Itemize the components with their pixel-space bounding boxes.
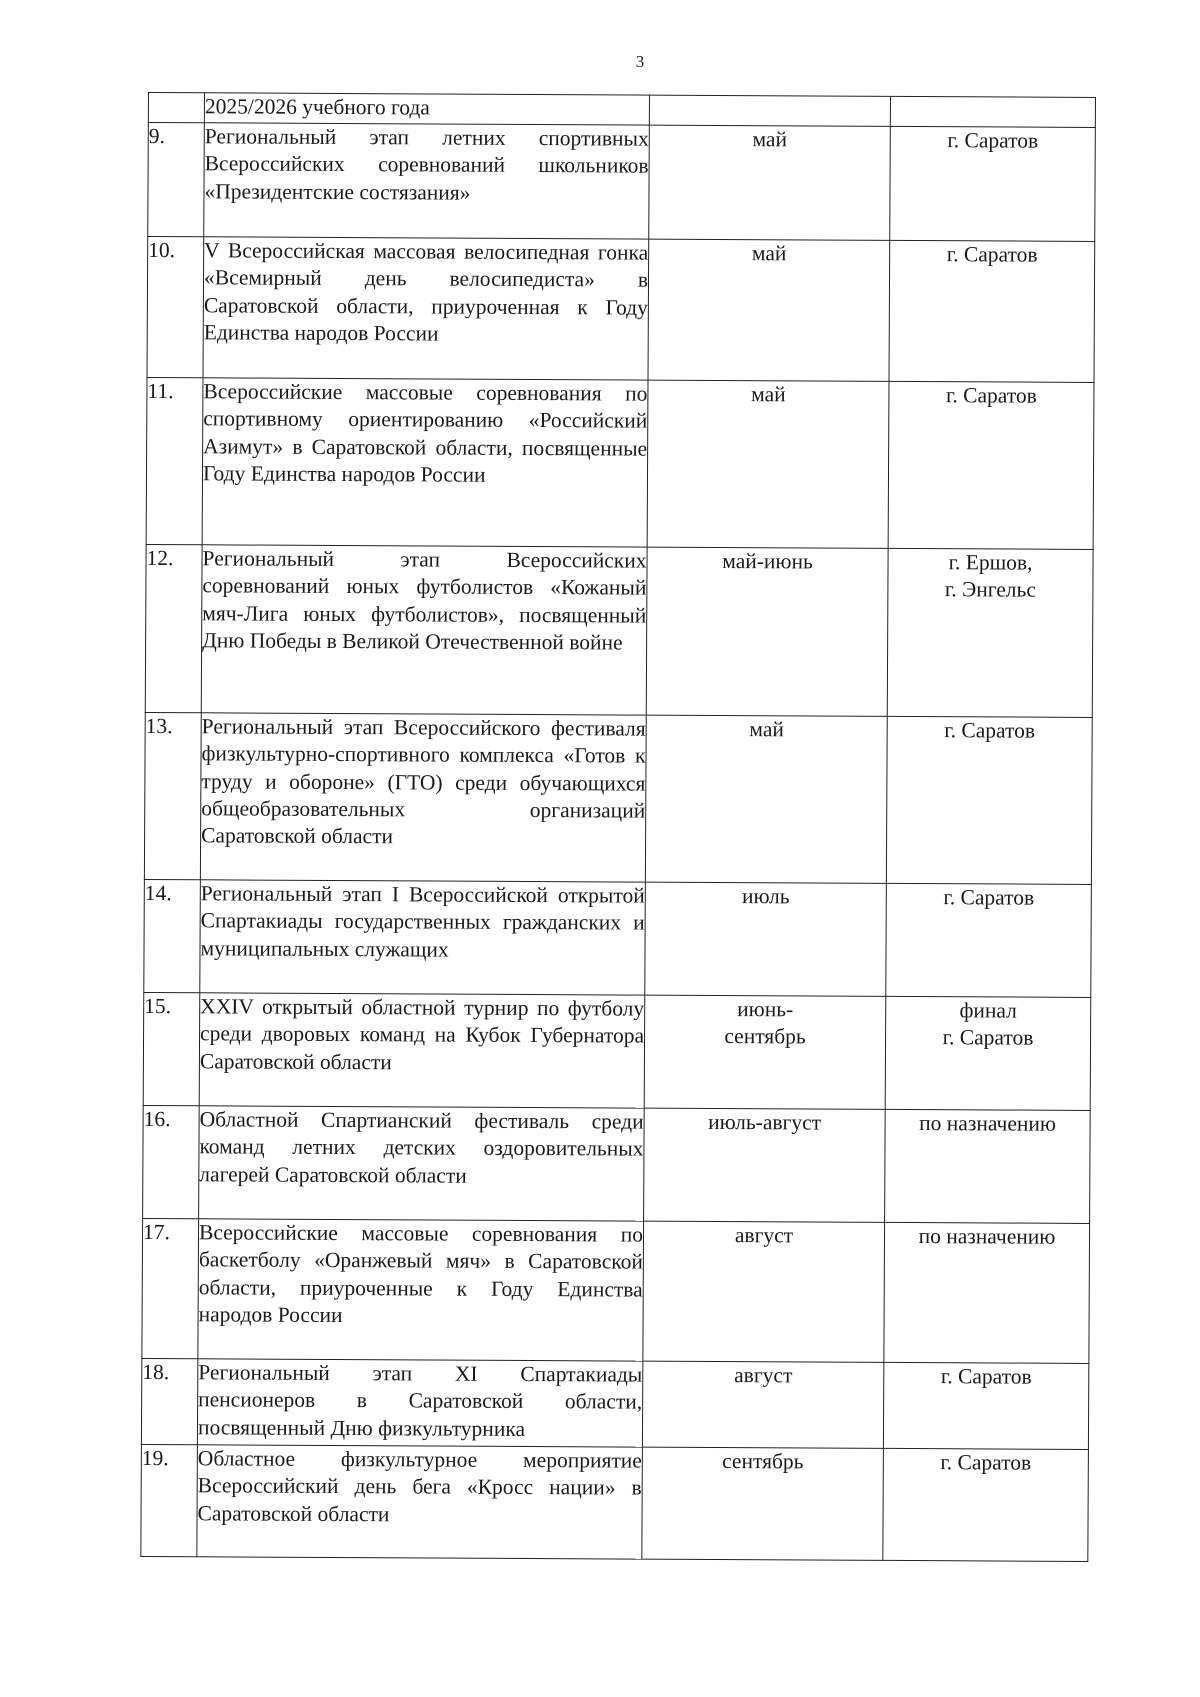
row-number-cell: 16. (143, 1105, 200, 1218)
event-date-cell: май (647, 380, 889, 548)
event-place-cell (885, 996, 1091, 1110)
row-number-cell: 9. (148, 123, 205, 237)
table-row (141, 1358, 1088, 1449)
table-row (141, 1444, 1089, 1561)
event-name-cell: Региональный этап Всероссийского фестиваля физкультурно-спортивного комплекса «Готов к труду и обороне» (ГТО) среди обучающихся общеобразовательных организаций Саратовской области (200, 713, 646, 882)
page-number: 3 (635, 52, 645, 71)
table-row (148, 123, 1096, 242)
event-name-cell: Региональный этап I Всероссийской открытой Спартакиады государственных гражданских и муниципальных служащих (200, 880, 646, 995)
event-date-cell (649, 95, 890, 126)
event-date-cell: август (642, 1361, 883, 1448)
event-name-cell: Всероссийские массовые соревнования по спортивному ориентированию «Российский Азимут» в Саратовской области, посвященные Году Единства народов России (202, 378, 648, 547)
place-line: г. Саратов (942, 1025, 1034, 1050)
table-row (147, 237, 1095, 383)
event-place-cell: г. Саратов (886, 883, 1092, 997)
date-line: сентябрь (724, 1024, 806, 1049)
place-line: финал (959, 998, 1017, 1023)
row-number-cell: 14. (144, 879, 201, 992)
events-table (140, 92, 1096, 1562)
row-number-cell: 19. (141, 1444, 198, 1556)
event-place-cell: г. Саратов (890, 126, 1096, 241)
event-date-cell: сентябрь (642, 1447, 884, 1560)
event-place-cell: г. Саратов (883, 1448, 1089, 1561)
table-row (142, 1218, 1090, 1363)
event-date-cell (644, 995, 886, 1109)
event-place-cell: г. Саратов (888, 381, 1094, 549)
event-place-cell: по назначению (885, 1109, 1091, 1223)
table-row (144, 712, 1092, 884)
event-place-cell: г. Саратов (883, 1362, 1088, 1449)
event-name-cell: V Всероссийская массовая велосипедная гонка «Всемирный день велосипедиста» в Саратовской области, приуроченная к Году Единства народов России (203, 237, 649, 380)
table-row (143, 1105, 1091, 1223)
table-row (146, 377, 1094, 549)
row-number-cell: 18. (141, 1358, 197, 1444)
row-number-cell: 13. (144, 712, 201, 879)
event-name-cell: XXIV открытый областной турнир по футболу среди дворовых команд на Кубок Губернатора Саратовской области (199, 993, 645, 1108)
table-row (144, 879, 1092, 997)
date-line: июнь- (737, 997, 794, 1022)
event-date-cell: май-июнь (646, 547, 888, 716)
event-date-cell: июль-август (644, 1108, 886, 1222)
event-place-cell: г. Саратов (886, 716, 1092, 884)
event-name-cell: Всероссийские массовые соревнования по баскетболу «Оранжевый мяч» в Саратовской области, приуроченные к Году Единства народов России (198, 1219, 644, 1361)
place-line: г. Энгельс (944, 577, 1036, 602)
event-name-cell: Региональный этап летних спортивных Всероссийских соревнований школьников «Президентские состязания» (204, 123, 650, 239)
place-line: г. Ершов, (948, 550, 1033, 575)
event-date-cell: май (649, 125, 891, 240)
row-number-cell: 10. (147, 237, 204, 378)
event-name-cell: 2025/2026 учебного года (204, 93, 649, 125)
table-row (145, 544, 1093, 717)
event-date-cell: май (645, 715, 887, 883)
table-row (148, 93, 1095, 128)
event-date-cell: май (648, 239, 890, 381)
event-place-cell: по назначению (884, 1222, 1090, 1363)
row-number-cell: 15. (143, 992, 200, 1105)
event-name-cell: Региональный этап Всероссийских соревнований юных футболистов «Кожаный мяч-Лига юных футболистов», посвященный Дню Победы в Великой Отечественной войне (201, 545, 647, 715)
event-place-cell (890, 96, 1095, 127)
event-name-cell: Областной Спартианский фестиваль среди команд летних детских оздоровительных лагерей Саратовской области (199, 1106, 645, 1221)
row-number-cell: 11. (146, 377, 203, 544)
event-place-cell: г. Саратов (889, 240, 1095, 382)
table-row (143, 992, 1091, 1110)
row-number-cell (148, 93, 204, 123)
event-place-cell (887, 548, 1093, 717)
event-date-cell: июль (645, 882, 887, 996)
row-number-cell: 17. (142, 1218, 199, 1358)
row-number-cell: 12. (145, 544, 202, 712)
event-date-cell: август (643, 1221, 885, 1362)
event-name-cell: Областное физкультурное мероприятие Всероссийский день бега «Кросс нации» в Саратовской области (197, 1445, 643, 1559)
event-name-cell: Региональный этап XI Спартакиады пенсионеров в Саратовской области, посвященный Дню физкультурника (197, 1359, 642, 1447)
